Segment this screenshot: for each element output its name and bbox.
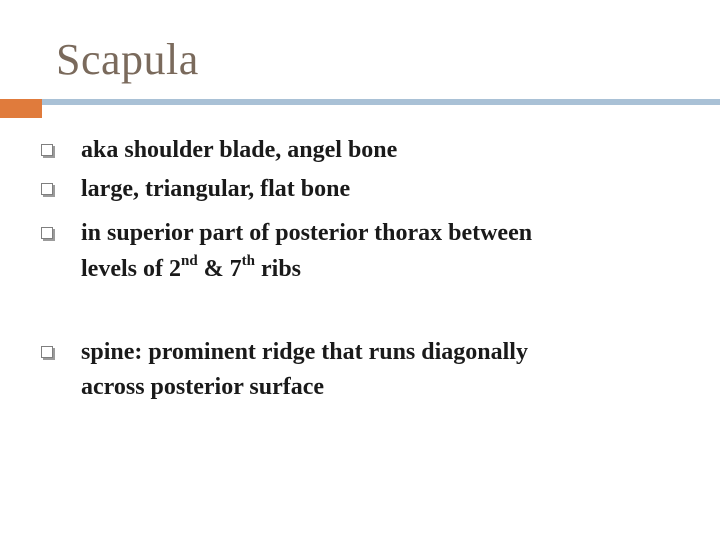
bullet-text: aka shoulder blade, angel bone bbox=[81, 137, 398, 163]
bullet-text: large, triangular, flat bone bbox=[81, 176, 351, 202]
bullet-text-continuation: across posterior surface bbox=[81, 374, 325, 400]
ordinal-suffix: nd bbox=[180, 253, 198, 269]
bullet-square-icon bbox=[41, 144, 53, 156]
slide-title: Scapula bbox=[56, 35, 199, 84]
bullet-square-icon bbox=[41, 346, 53, 358]
bullet-square-icon bbox=[41, 227, 53, 239]
bullet-square-icon bbox=[41, 183, 53, 195]
bullet-text: spine: prominent ridge that runs diagonally bbox=[81, 339, 528, 365]
ordinal-suffix: th bbox=[241, 253, 256, 269]
bullet-text: in superior part of posterior thorax between bbox=[81, 220, 533, 246]
bullet-text-continuation: levels of 2nd & 7th ribs bbox=[81, 253, 302, 282]
